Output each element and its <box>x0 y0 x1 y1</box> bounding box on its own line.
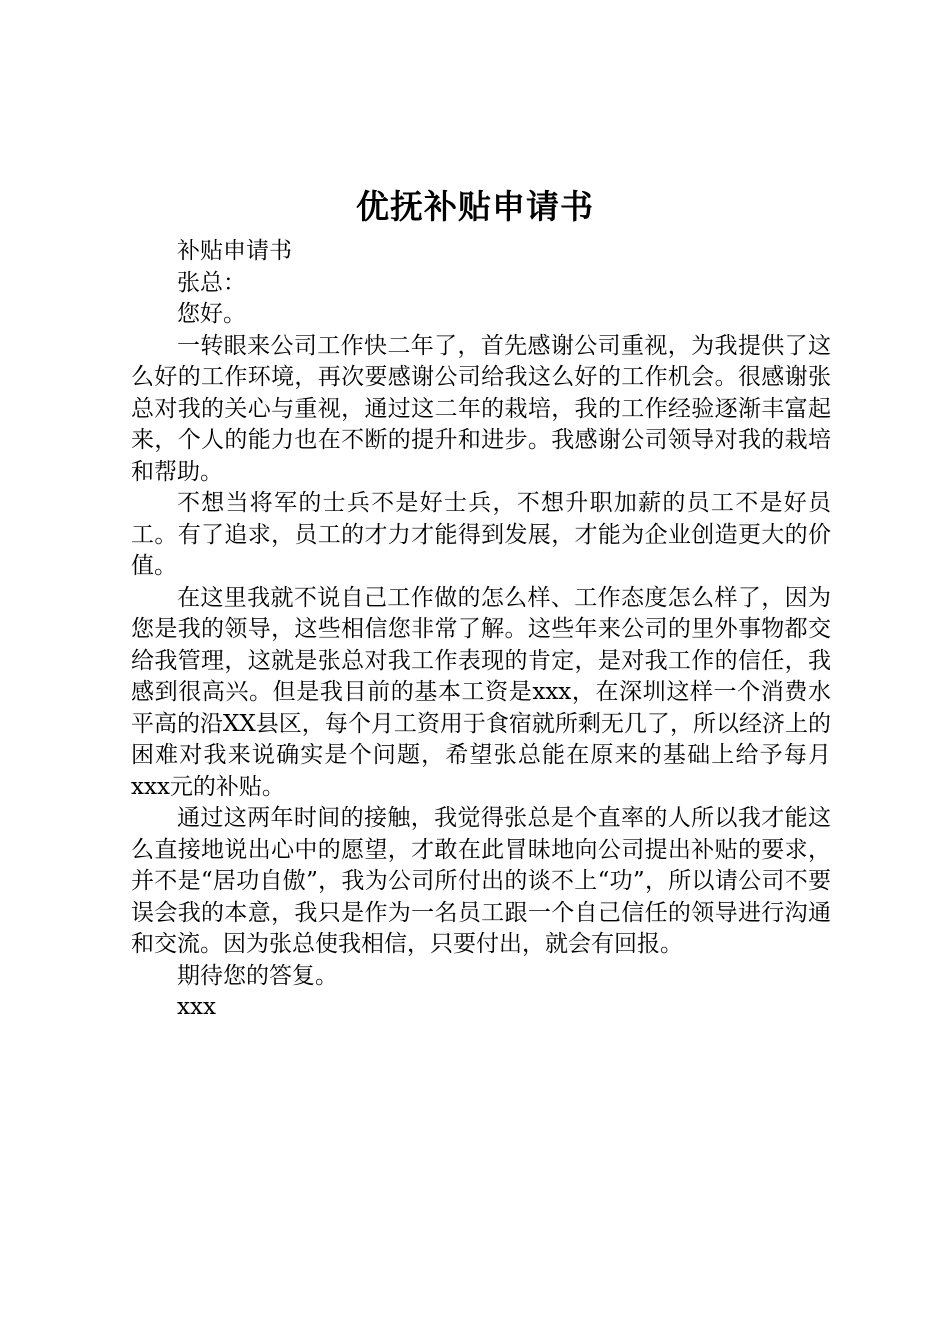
greeting-line: 您好。 <box>177 301 246 327</box>
document-title: 优抚补贴申请书 <box>356 187 594 226</box>
signature-line: xxx <box>177 994 216 1020</box>
subtitle-line: 补贴申请书 <box>177 238 292 264</box>
salutation-line: 张总： <box>177 269 246 296</box>
body-paragraph: 通过这两年时间的接触，我觉得张总是个直率的人所以我才能这么直接地说出心中的愿望，才敢在此冒昧地向公司提出补贴的要求，并不是“居功自傲”，我为公司所付出的谈不上“功”，所以请公司不要误会我的本意，我只是作为一名员工跟一个自己信任的领导进行沟通和交流。因为张总使我相信，只要付出，就会有回报。 <box>131 805 831 957</box>
body-paragraph: 在这里我就不说自己工作做的怎么样、工作态度怎么样了，因为您是我的领导，这些相信您非常了解。这些年来公司的里外事物都交给我管理，这就是张总对我工作表现的肯定，是对我工作的信任，我感到很高兴。但是我目前的基本工资是xxx，在深圳这样一个消费水平高的沿XX县区，每个月工资用于食宿就所剩无几了，所以经济上的困难对我来说确实是个问题，希望张总能在原来的基础上给予每月xxx元的补贴。 <box>131 584 831 800</box>
body-paragraph: 不想当将军的士兵不是好士兵，不想升职加薪的员工不是好员工。有了追求，员工的才力才能得到发展，才能为企业创造更大的价值。 <box>131 490 831 579</box>
document-body <box>131 236 831 1024</box>
closing-line: 期待您的答复。 <box>177 962 338 989</box>
body-paragraph: 一转眼来公司工作快二年了，首先感谢公司重视，为我提供了这么好的工作环境，再次要感谢公司给我这么好的工作机会。很感谢张总对我的关心与重视，通过这二年的栽培，我的工作经验逐渐丰富起来，个人的能力也在不断的提升和进步。我感谢公司领导对我的栽培和帮助。 <box>131 332 831 485</box>
